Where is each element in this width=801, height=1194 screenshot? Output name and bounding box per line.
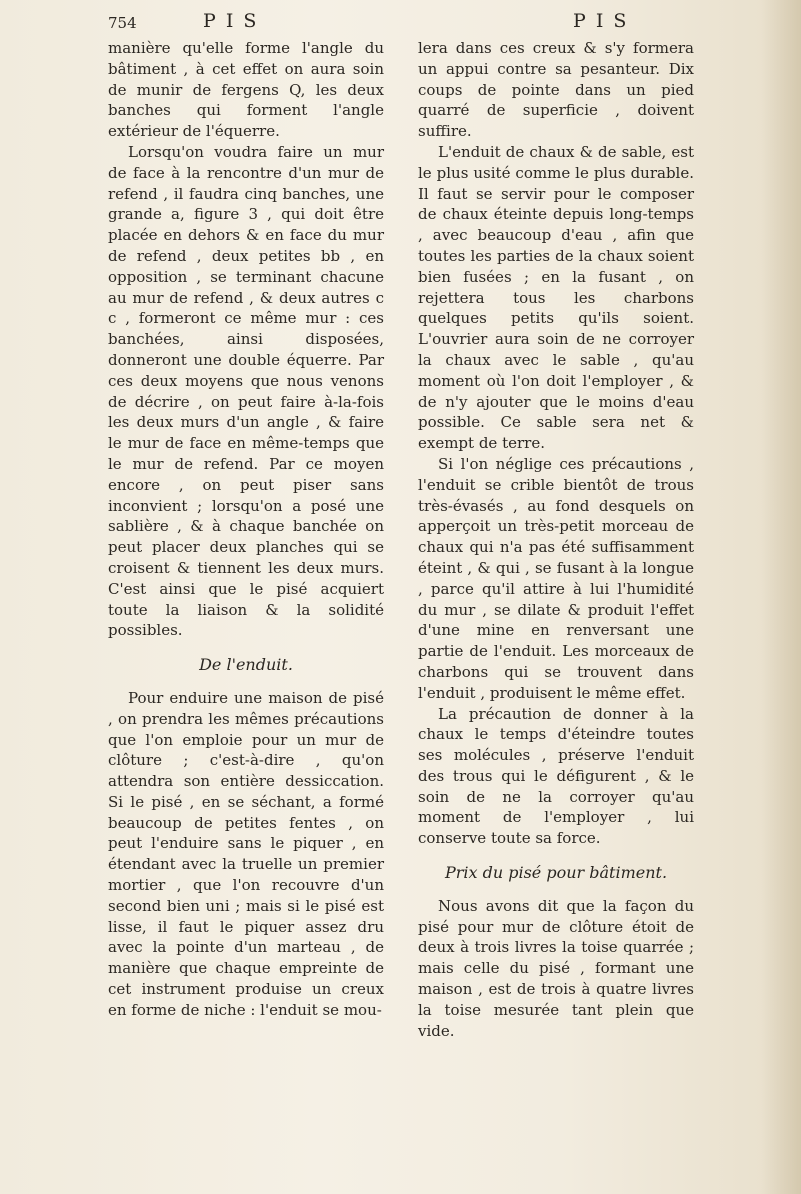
running-head-right: P I S bbox=[573, 10, 629, 32]
page-number: 754 bbox=[108, 14, 137, 32]
paragraph: Nous avons dit que la façon du pisé pour mur de clôture étoit de deux à trois livres la toise quarrée ; mais celle du pisé , formant une maison , est de trois à quatre livres la toise mesurée tant plein que vide. bbox=[418, 896, 694, 1040]
section-heading: Prix du pisé pour bâtiment. bbox=[444, 863, 668, 883]
running-head-left: P I S bbox=[203, 10, 259, 32]
paragraph: Lorsqu'on voudra faire un mur de face à la rencontre d'un mur de refend , il faudra cinq banches, une grande a, figure 3 , qui doit être placée en dehors & en face du mur de refend , deux petites bb , en opposition , se terminant chacune au mur de refend , & deux autres c c , formeront ce même mur : ces banchées, ainsi disposées, donneront une double équerre. Par ces deux moyens que nous venons de décrire , on peut faire à-la-fois les deux murs d'un angle , & faire le mur de face en même-temps que le mur de refend. Par ce moyen encore , on peut piser sans inconvient ; lorsqu'on a posé une sablière , & à chaque banchée on peut placer deux planches qui se croisent & tiennent les deux murs. C'est ainsi que le pisé acquiert toute la liaison & la solidité possibles. bbox=[108, 142, 384, 640]
right-column bbox=[418, 38, 694, 1041]
paragraph: Pour enduire une maison de pisé , on prendra les mêmes précautions que l'on emploie pour un mur de clôture ; c'est-à-dire , qu'on attendra son entière dessiccation. Si le pisé , en se séchant, a formé beaucoup de petites fentes , on peut l'enduire sans le piquer , en étendant avec la truelle un premier mortier , que l'on recouvre d'un second bien uni ; mais si le pisé est lisse, il faut le piquer assez dru avec la pointe d'un marteau , de manière que chaque empreinte de cet instrument produise un creux en forme de niche : l'enduit se mou- bbox=[108, 688, 384, 1019]
paragraph: La précaution de donner à la chaux le temps d'éteindre toutes ses molécules , préserve l'enduit des trous qui le défigurent , & le soin de ne la corroyer qu'au moment de l'employer , lui conserve toute sa force. bbox=[418, 704, 694, 848]
section-heading: De l'enduit. bbox=[199, 655, 293, 675]
page-header bbox=[108, 10, 708, 38]
left-column bbox=[108, 38, 384, 1021]
paragraph: manière qu'elle forme l'angle du bâtiment , à cet effet on aura soin de munir de fergens Q, les deux banches qui forment l'angle extérieur de l'équerre. bbox=[108, 39, 384, 141]
page-edge-shadow bbox=[761, 0, 801, 1194]
paragraph: L'enduit de chaux & de sable, est le plus usité comme le plus durable. Il faut se servir pour le composer de chaux éteinte depuis long-temps , avec beaucoup d'eau , afin que toutes les parties de la chaux soient bien fusées ; en la fusant , on rejettera tous les charbons quelques petits qu'ils soient. L'ouvrier aura soin de ne corroyer la chaux avec le sable , qu'au moment où l'on doit l'employer , & de n'y ajouter que le moins d'eau possible. Ce sable sera net & exempt de terre. bbox=[418, 142, 694, 453]
paragraph: lera dans ces creux & s'y formera un appui contre sa pesanteur. Dix coups de pointe dans un pied quarré de superficie , doivent suffire. bbox=[418, 39, 694, 141]
paragraph: Si l'on néglige ces précautions , l'enduit se crible bientôt de trous très-évasés , au fond desquels on apperçoit un très-petit morceau de chaux qui n'a pas été suffisamment éteint , & qui , se fusant à la longue , parce qu'il attire à lui l'humidité du mur , se dilate & produit l'effet d'une mine en renversant une partie de l'enduit. Les morceaux de charbons qui se trouvent dans l'enduit , produisent le même effet. bbox=[418, 454, 694, 702]
